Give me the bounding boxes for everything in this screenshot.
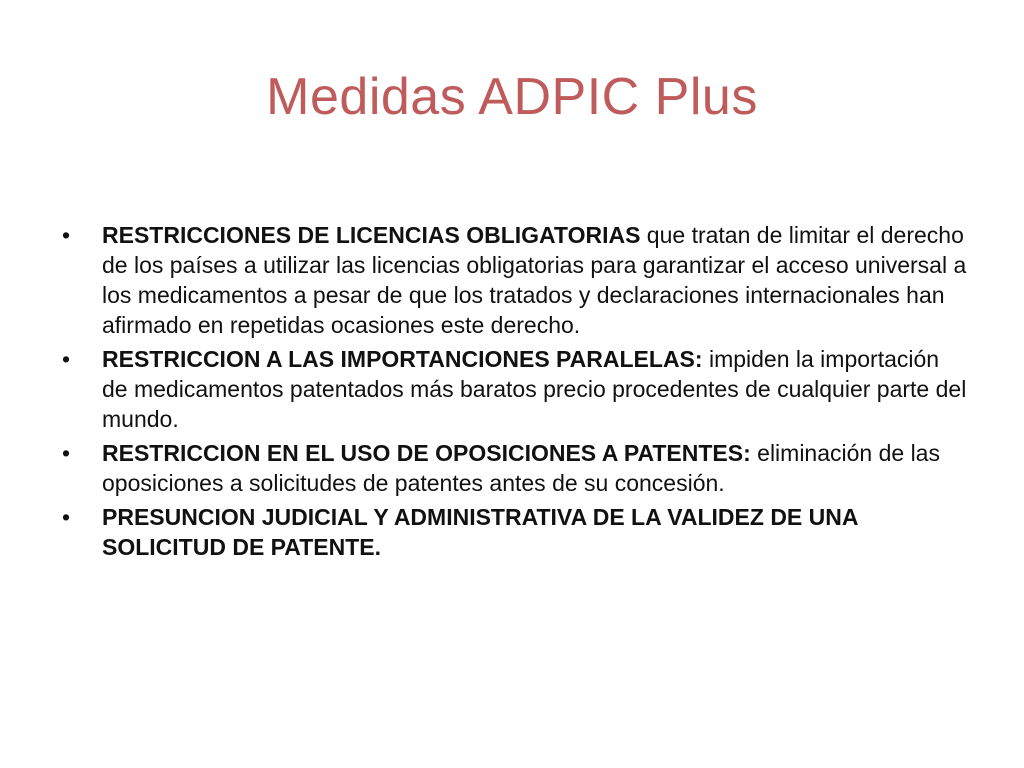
bullet-dot-icon: • [61, 440, 71, 466]
bullet-item [56, 344, 971, 434]
bullet-dot-icon: • [61, 346, 71, 372]
bullet-text: impiden la importación de medicamentos patentados más baratos precio procedentes de cualquier parte del mundo. [102, 346, 967, 432]
bullet-text: que tratan de limitar el derecho de los países a utilizar las licencias obligatorias para garantizar el acceso universal a los medicamentos a pesar de que los tratados y declaraciones internacionales han afirmado en repetidas ocasiones este derecho. [102, 222, 967, 338]
bullet-heading: PRESUNCION JUDICIAL Y ADMINISTRATIVA DE LA VALIDEZ DE UNA SOLICITUD DE PATENTE. [102, 504, 858, 560]
bullet-list [56, 220, 971, 566]
bullet-heading: RESTRICCION EN EL USO DE OPOSICIONES A PATENTES: [102, 440, 751, 466]
bullet-heading: RESTRICCIONES DE LICENCIAS OBLIGATORIAS [102, 222, 641, 248]
bullet-dot-icon: • [61, 504, 71, 530]
bullet-text: eliminación de las oposiciones a solicitudes de patentes antes de su concesión. [102, 440, 940, 496]
slide-title: Medidas ADPIC Plus [266, 68, 758, 126]
bullet-item [56, 502, 971, 562]
bullet-heading: RESTRICCION A LAS IMPORTANCIONES PARALELAS: [102, 346, 703, 372]
bullet-dot-icon: • [61, 222, 71, 248]
bullet-item [56, 220, 971, 340]
bullet-item [56, 438, 971, 498]
